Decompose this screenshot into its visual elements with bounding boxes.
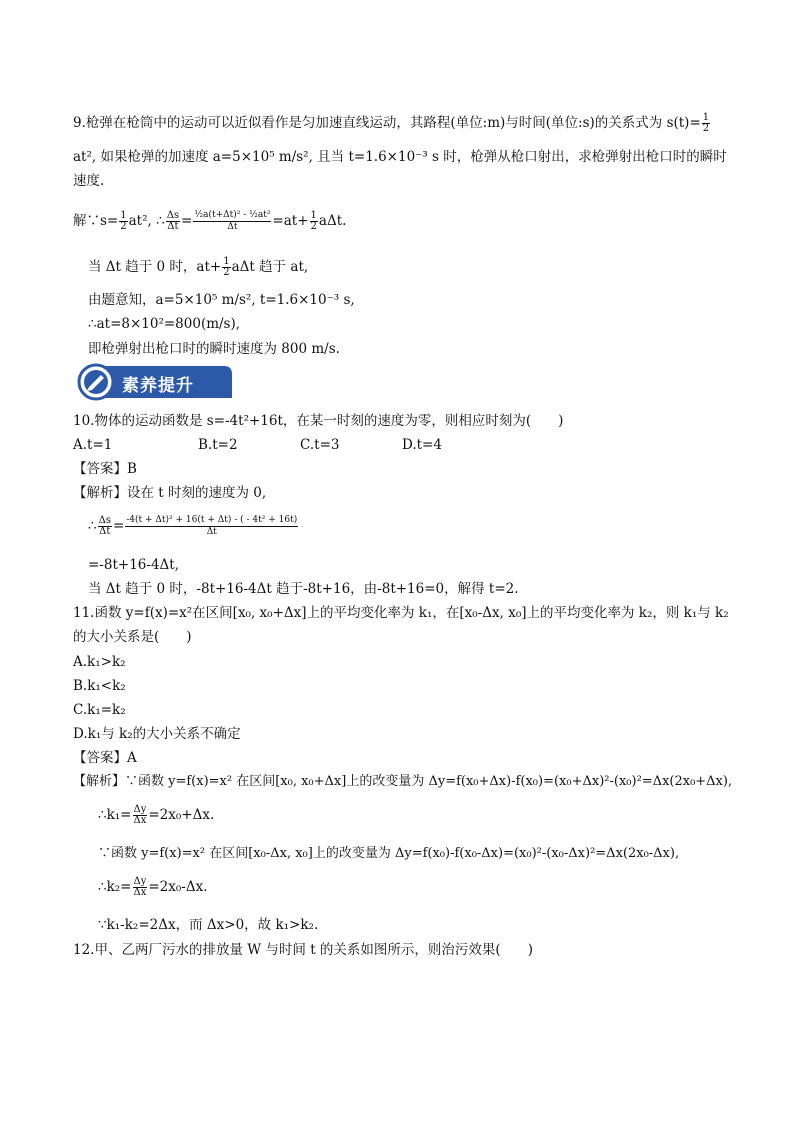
- q11-answer: 【答案】A: [73, 750, 137, 766]
- q9-line3: 速度.: [73, 173, 105, 189]
- half-fraction: $\frac{1}{2}$: [702, 112, 710, 134]
- q9-solution-1: 解∵s= $\frac{1}{2}$ at², ∴ $\frac{\Delta s}{\Delta t}$ = $\frac{\text{½a(t+Δt)² - ½at²}}{\Delta t}$ =at+ $\frac{1}{2}$ aΔt.: [73, 210, 347, 232]
- q9-main-fraction: $\frac{\text{½a(t+Δt)² - ½at²}}{\Delta t}$: [194, 210, 271, 232]
- q10-option-c: C.t=3: [300, 437, 340, 453]
- q11-option-b: B.k₁<k₂: [73, 678, 126, 694]
- q11-stem-1: 11.函数 y=f(x)=x²在区间[x₀, x₀+Δx]上的平均变化率为 k₁，在[x₀-Δx, x₀]上的平均变化率为 k₂，则 k₁与 k₂: [73, 605, 729, 621]
- q11-option-a: A.k₁>k₂: [73, 654, 126, 670]
- q12-stem: 12.甲、乙两厂污水的排放量 W 与时间 t 的关系如图所示，则治污效果( ): [73, 942, 533, 958]
- q11-analysis-4: ∴k₂= $\frac{\Delta y}{\Delta x}$ =2x₀-Δx.: [98, 876, 208, 898]
- q10-analysis-3: 当 Δt 趋于 0 时，-8t+16-4Δt 趋于-8t+16，由-8t+16=0，解得 t=2.: [88, 581, 519, 597]
- q11-option-c: C.k₁=k₂: [73, 702, 126, 718]
- q11-analysis-1: 【解析】∵函数 y=f(x)=x² 在区间[x₀, x₀+Δx]上的改变量为 Δy=f(x₀+Δx)-f(x₀)=(x₀+Δx)²-(x₀)²=Δx(2x₀+Δx),: [73, 774, 733, 789]
- q10-option-a: A.t=1: [73, 437, 113, 453]
- q10-option-b: B.t=2: [198, 437, 238, 453]
- q9-solution-5: 即枪弹射出枪口时的瞬时速度为 800 m/s.: [88, 341, 340, 357]
- q9-line1: [73, 113, 711, 134]
- q11-stem-2: 的大小关系是( ): [73, 629, 192, 645]
- q11-analysis-3: ∵函数 y=f(x)=x² 在区间[x₀-Δx, x₀]上的改变量为 Δy=f(x₀)-f(x₀-Δx)=(x₀)²-(x₀-Δx)²=Δx(2x₀-Δx),: [98, 846, 680, 861]
- q9-stem-text: 9.枪弹在枪筒中的运动可以近似看作是匀加速直线运动，其路程(单位:m)与时间(单位:s)的关系式为 s(t)=: [73, 115, 701, 131]
- q9-solution-3: 由题意知，a=5×10⁵ m/s², t=1.6×10⁻³ s,: [88, 292, 355, 308]
- q10-analysis-1: 【解析】设在 t 时刻的速度为 0,: [73, 485, 267, 501]
- q10-stem: 10.物体的运动函数是 s=-4t²+16t，在某一时刻的速度为零，则相应时刻为( ): [73, 413, 564, 429]
- q11-analysis-2: ∴k₁= $\frac{\Delta y}{\Delta x}$ =2x₀+Δx.: [98, 804, 215, 826]
- q9-line2: at², 如果枪弹的加速度 a=5×10⁵ m/s², 且当 t=1.6×10⁻³ s 时，枪弹从枪口射出，求枪弹射出枪口时的瞬时: [73, 149, 727, 165]
- banner-title: 素养提升: [122, 376, 194, 396]
- q10-analysis-2: =-8t+16-4Δt,: [88, 557, 179, 573]
- q10-answer: 【答案】B: [73, 461, 137, 477]
- q9-solution-4: ∴at=8×10²=800(m/s),: [88, 316, 241, 332]
- q10-option-d: D.t=4: [402, 437, 442, 453]
- q11-analysis-5: ∵k₁-k₂=2Δx，而 Δx>0，故 k₁>k₂.: [98, 917, 319, 933]
- q10-analysis-fraction: ∴ $\frac{\Delta s}{\Delta t}$ = $\frac{\text{-4(t + Δt)² + 16(t + Δt) - ( - 4t² + 16t)}}{\Delta t}$: [88, 515, 298, 537]
- q11-option-d: D.k₁与 k₂的大小关系不确定: [73, 726, 241, 742]
- q9-solution-2: 当 Δt 趋于 0 时，at+ $\frac{1}{2}$ aΔt 趋于 at,: [88, 256, 309, 278]
- section-banner: [74, 362, 234, 402]
